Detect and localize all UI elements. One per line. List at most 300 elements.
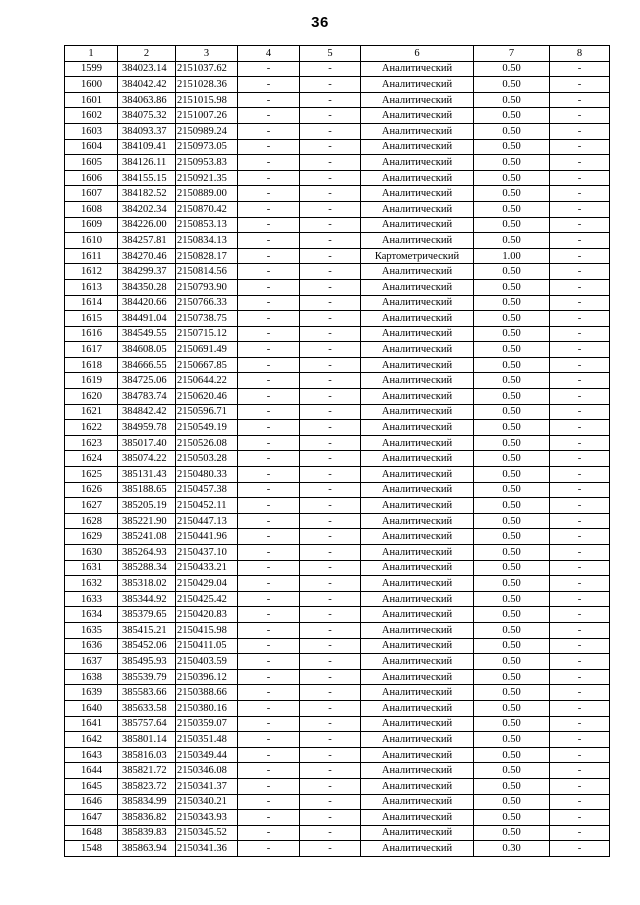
col5-cell: - [300, 217, 361, 233]
col5-cell: - [300, 139, 361, 155]
table-row [65, 77, 610, 93]
col8-cell: - [550, 201, 610, 217]
accuracy-cell: 0.50 [474, 576, 550, 592]
x-coordinate-cell: 385131.43 [118, 467, 176, 483]
accuracy-cell: 0.50 [474, 825, 550, 841]
method-cell: Аналитический [361, 155, 474, 171]
accuracy-cell: 0.50 [474, 326, 550, 342]
table-row [65, 326, 610, 342]
col8-cell: - [550, 591, 610, 607]
col8-cell: - [550, 841, 610, 857]
method-cell: Аналитический [361, 498, 474, 514]
accuracy-cell: 0.50 [474, 545, 550, 561]
y-coordinate-cell: 2150340.21 [176, 794, 238, 810]
point-number-cell: 1624 [65, 451, 118, 467]
col8-cell: - [550, 576, 610, 592]
table-row [65, 186, 610, 202]
y-coordinate-cell: 2150345.52 [176, 825, 238, 841]
point-number-cell: 1626 [65, 482, 118, 498]
y-coordinate-cell: 2150828.17 [176, 248, 238, 264]
table-row [65, 685, 610, 701]
accuracy-cell: 0.50 [474, 778, 550, 794]
col8-cell: - [550, 404, 610, 420]
accuracy-cell: 0.50 [474, 716, 550, 732]
col5-cell: - [300, 513, 361, 529]
y-coordinate-cell: 2151028.36 [176, 77, 238, 93]
table-row [65, 669, 610, 685]
method-cell: Аналитический [361, 61, 474, 77]
col5-cell: - [300, 607, 361, 623]
method-cell: Аналитический [361, 170, 474, 186]
y-coordinate-cell: 2150644.22 [176, 373, 238, 389]
col5-cell: - [300, 654, 361, 670]
col4-cell: - [238, 732, 300, 748]
col4-cell: - [238, 810, 300, 826]
col4-cell: - [238, 576, 300, 592]
col4-cell: - [238, 763, 300, 779]
col4-cell: - [238, 264, 300, 280]
table-row [65, 794, 610, 810]
col8-cell: - [550, 607, 610, 623]
x-coordinate-cell: 384783.74 [118, 389, 176, 405]
x-coordinate-cell: 385221.90 [118, 513, 176, 529]
col5-cell: - [300, 638, 361, 654]
col8-cell: - [550, 451, 610, 467]
point-number-cell: 1622 [65, 420, 118, 436]
method-cell: Аналитический [361, 669, 474, 685]
col4-cell: - [238, 373, 300, 389]
table-body [65, 61, 610, 856]
method-cell: Аналитический [361, 825, 474, 841]
point-number-cell: 1617 [65, 342, 118, 358]
table-row [65, 279, 610, 295]
col5-cell: - [300, 233, 361, 249]
table-row [65, 373, 610, 389]
point-number-cell: 1621 [65, 404, 118, 420]
y-coordinate-cell: 2151037.62 [176, 61, 238, 77]
method-cell: Аналитический [361, 576, 474, 592]
column-header: 5 [300, 46, 361, 62]
accuracy-cell: 0.50 [474, 467, 550, 483]
table-row [65, 170, 610, 186]
column-header: 8 [550, 46, 610, 62]
table-row [65, 498, 610, 514]
col5-cell: - [300, 170, 361, 186]
accuracy-cell: 0.50 [474, 186, 550, 202]
x-coordinate-cell: 385452.06 [118, 638, 176, 654]
point-number-cell: 1638 [65, 669, 118, 685]
col8-cell: - [550, 170, 610, 186]
y-coordinate-cell: 2150691.49 [176, 342, 238, 358]
col8-cell: - [550, 747, 610, 763]
method-cell: Аналитический [361, 685, 474, 701]
y-coordinate-cell: 2150437.10 [176, 545, 238, 561]
col8-cell: - [550, 155, 610, 171]
col5-cell: - [300, 155, 361, 171]
table-row [65, 467, 610, 483]
table-row [65, 311, 610, 327]
table-row [65, 123, 610, 139]
y-coordinate-cell: 2150420.83 [176, 607, 238, 623]
table-row [65, 389, 610, 405]
col4-cell: - [238, 482, 300, 498]
x-coordinate-cell: 384126.11 [118, 155, 176, 171]
col4-cell: - [238, 825, 300, 841]
column-header: 2 [118, 46, 176, 62]
col5-cell: - [300, 123, 361, 139]
point-number-cell: 1630 [65, 545, 118, 561]
accuracy-cell: 0.50 [474, 669, 550, 685]
table-row [65, 435, 610, 451]
x-coordinate-cell: 384075.32 [118, 108, 176, 124]
accuracy-cell: 0.50 [474, 451, 550, 467]
table-row [65, 732, 610, 748]
table-row [65, 716, 610, 732]
x-coordinate-cell: 384023.14 [118, 61, 176, 77]
y-coordinate-cell: 2150766.33 [176, 295, 238, 311]
method-cell: Аналитический [361, 622, 474, 638]
col8-cell: - [550, 233, 610, 249]
y-coordinate-cell: 2150452.11 [176, 498, 238, 514]
col8-cell: - [550, 326, 610, 342]
x-coordinate-cell: 384549.55 [118, 326, 176, 342]
x-coordinate-cell: 384270.46 [118, 248, 176, 264]
y-coordinate-cell: 2150351.48 [176, 732, 238, 748]
col5-cell: - [300, 326, 361, 342]
x-coordinate-cell: 384842.42 [118, 404, 176, 420]
point-number-cell: 1604 [65, 139, 118, 155]
table-row [65, 357, 610, 373]
point-number-cell: 1625 [65, 467, 118, 483]
point-number-cell: 1613 [65, 279, 118, 295]
point-number-cell: 1632 [65, 576, 118, 592]
col5-cell: - [300, 186, 361, 202]
col4-cell: - [238, 841, 300, 857]
point-number-cell: 1628 [65, 513, 118, 529]
x-coordinate-cell: 385288.34 [118, 560, 176, 576]
table-row [65, 61, 610, 77]
point-number-cell: 1641 [65, 716, 118, 732]
col4-cell: - [238, 139, 300, 155]
method-cell: Аналитический [361, 279, 474, 295]
x-coordinate-cell: 385264.93 [118, 545, 176, 561]
column-header: 4 [238, 46, 300, 62]
table-row [65, 810, 610, 826]
col5-cell: - [300, 295, 361, 311]
col5-cell: - [300, 560, 361, 576]
accuracy-cell: 0.50 [474, 794, 550, 810]
col5-cell: - [300, 591, 361, 607]
col5-cell: - [300, 669, 361, 685]
col4-cell: - [238, 638, 300, 654]
accuracy-cell: 0.50 [474, 342, 550, 358]
point-number-cell: 1635 [65, 622, 118, 638]
point-number-cell: 1615 [65, 311, 118, 327]
method-cell: Аналитический [361, 716, 474, 732]
x-coordinate-cell: 385415.21 [118, 622, 176, 638]
x-coordinate-cell: 384093.37 [118, 123, 176, 139]
col4-cell: - [238, 529, 300, 545]
col8-cell: - [550, 77, 610, 93]
y-coordinate-cell: 2150346.08 [176, 763, 238, 779]
accuracy-cell: 0.50 [474, 513, 550, 529]
y-coordinate-cell: 2150441.96 [176, 529, 238, 545]
col4-cell: - [238, 420, 300, 436]
method-cell: Аналитический [361, 513, 474, 529]
col5-cell: - [300, 810, 361, 826]
point-number-cell: 1614 [65, 295, 118, 311]
col4-cell: - [238, 654, 300, 670]
method-cell: Аналитический [361, 778, 474, 794]
table-row [65, 201, 610, 217]
method-cell: Аналитический [361, 186, 474, 202]
col5-cell: - [300, 248, 361, 264]
point-number-cell: 1599 [65, 61, 118, 77]
method-cell: Аналитический [361, 311, 474, 327]
col4-cell: - [238, 295, 300, 311]
y-coordinate-cell: 2150620.46 [176, 389, 238, 405]
col4-cell: - [238, 513, 300, 529]
col4-cell: - [238, 123, 300, 139]
point-number-cell: 1640 [65, 700, 118, 716]
y-coordinate-cell: 2150359.07 [176, 716, 238, 732]
point-number-cell: 1601 [65, 92, 118, 108]
point-number-cell: 1605 [65, 155, 118, 171]
table-row [65, 529, 610, 545]
col8-cell: - [550, 311, 610, 327]
table-row [65, 233, 610, 249]
col5-cell: - [300, 498, 361, 514]
method-cell: Аналитический [361, 108, 474, 124]
y-coordinate-cell: 2151015.98 [176, 92, 238, 108]
col4-cell: - [238, 92, 300, 108]
col4-cell: - [238, 545, 300, 561]
y-coordinate-cell: 2150715.12 [176, 326, 238, 342]
col4-cell: - [238, 311, 300, 327]
table-row [65, 607, 610, 623]
col8-cell: - [550, 545, 610, 561]
method-cell: Аналитический [361, 357, 474, 373]
col8-cell: - [550, 264, 610, 280]
y-coordinate-cell: 2150889.00 [176, 186, 238, 202]
table-row [65, 482, 610, 498]
point-number-cell: 1639 [65, 685, 118, 701]
y-coordinate-cell: 2150403.59 [176, 654, 238, 670]
col4-cell: - [238, 389, 300, 405]
col4-cell: - [238, 591, 300, 607]
method-cell: Аналитический [361, 264, 474, 280]
method-cell: Аналитический [361, 482, 474, 498]
col4-cell: - [238, 778, 300, 794]
method-cell: Аналитический [361, 201, 474, 217]
table-row [65, 108, 610, 124]
accuracy-cell: 1.00 [474, 248, 550, 264]
x-coordinate-cell: 385241.08 [118, 529, 176, 545]
col8-cell: - [550, 700, 610, 716]
col5-cell: - [300, 778, 361, 794]
accuracy-cell: 0.50 [474, 373, 550, 389]
y-coordinate-cell: 2150738.75 [176, 311, 238, 327]
accuracy-cell: 0.50 [474, 810, 550, 826]
point-number-cell: 1642 [65, 732, 118, 748]
method-cell: Аналитический [361, 638, 474, 654]
col4-cell: - [238, 108, 300, 124]
point-number-cell: 1602 [65, 108, 118, 124]
y-coordinate-cell: 2150341.37 [176, 778, 238, 794]
y-coordinate-cell: 2150526.08 [176, 435, 238, 451]
table-row [65, 513, 610, 529]
y-coordinate-cell: 2150396.12 [176, 669, 238, 685]
y-coordinate-cell: 2150425.42 [176, 591, 238, 607]
col5-cell: - [300, 763, 361, 779]
y-coordinate-cell: 2150433.21 [176, 560, 238, 576]
table-row [65, 778, 610, 794]
x-coordinate-cell: 385834.99 [118, 794, 176, 810]
y-coordinate-cell: 2150415.98 [176, 622, 238, 638]
y-coordinate-cell: 2150343.93 [176, 810, 238, 826]
x-coordinate-cell: 384042.42 [118, 77, 176, 93]
accuracy-cell: 0.50 [474, 61, 550, 77]
col5-cell: - [300, 685, 361, 701]
y-coordinate-cell: 2150341.36 [176, 841, 238, 857]
method-cell: Аналитический [361, 373, 474, 389]
accuracy-cell: 0.50 [474, 732, 550, 748]
x-coordinate-cell: 384420.66 [118, 295, 176, 311]
table-row [65, 451, 610, 467]
y-coordinate-cell: 2150411.05 [176, 638, 238, 654]
col4-cell: - [238, 233, 300, 249]
col4-cell: - [238, 248, 300, 264]
x-coordinate-cell: 384063.86 [118, 92, 176, 108]
col4-cell: - [238, 357, 300, 373]
method-cell: Аналитический [361, 529, 474, 545]
col4-cell: - [238, 700, 300, 716]
col4-cell: - [238, 404, 300, 420]
x-coordinate-cell: 385344.92 [118, 591, 176, 607]
accuracy-cell: 0.50 [474, 77, 550, 93]
method-cell: Аналитический [361, 607, 474, 623]
method-cell: Аналитический [361, 747, 474, 763]
point-number-cell: 1620 [65, 389, 118, 405]
accuracy-cell: 0.50 [474, 404, 550, 420]
col5-cell: - [300, 92, 361, 108]
method-cell: Аналитический [361, 545, 474, 561]
col8-cell: - [550, 357, 610, 373]
y-coordinate-cell: 2150457.38 [176, 482, 238, 498]
accuracy-cell: 0.50 [474, 170, 550, 186]
method-cell: Аналитический [361, 326, 474, 342]
accuracy-cell: 0.50 [474, 420, 550, 436]
col5-cell: - [300, 467, 361, 483]
col8-cell: - [550, 139, 610, 155]
col4-cell: - [238, 794, 300, 810]
col5-cell: - [300, 482, 361, 498]
x-coordinate-cell: 384202.34 [118, 201, 176, 217]
y-coordinate-cell: 2150814.56 [176, 264, 238, 280]
point-number-cell: 1634 [65, 607, 118, 623]
x-coordinate-cell: 384182.52 [118, 186, 176, 202]
accuracy-cell: 0.50 [474, 700, 550, 716]
method-cell: Аналитический [361, 123, 474, 139]
col5-cell: - [300, 279, 361, 295]
method-cell: Аналитический [361, 732, 474, 748]
col5-cell: - [300, 435, 361, 451]
method-cell: Аналитический [361, 420, 474, 436]
table-row [65, 763, 610, 779]
col5-cell: - [300, 732, 361, 748]
y-coordinate-cell: 2150380.16 [176, 700, 238, 716]
table-row [65, 841, 610, 857]
accuracy-cell: 0.50 [474, 233, 550, 249]
col4-cell: - [238, 716, 300, 732]
point-number-cell: 1606 [65, 170, 118, 186]
col5-cell: - [300, 357, 361, 373]
column-header: 1 [65, 46, 118, 62]
table-row [65, 747, 610, 763]
table-row [65, 591, 610, 607]
col8-cell: - [550, 654, 610, 670]
x-coordinate-cell: 384350.28 [118, 279, 176, 295]
col4-cell: - [238, 217, 300, 233]
col5-cell: - [300, 61, 361, 77]
table-row [65, 264, 610, 280]
col5-cell: - [300, 389, 361, 405]
col8-cell: - [550, 389, 610, 405]
table-row [65, 295, 610, 311]
col4-cell: - [238, 560, 300, 576]
table-row [65, 92, 610, 108]
x-coordinate-cell: 385633.58 [118, 700, 176, 716]
table-row [65, 638, 610, 654]
x-coordinate-cell: 385863.94 [118, 841, 176, 857]
point-number-cell: 1548 [65, 841, 118, 857]
method-cell: Аналитический [361, 700, 474, 716]
col5-cell: - [300, 404, 361, 420]
col8-cell: - [550, 529, 610, 545]
col5-cell: - [300, 451, 361, 467]
col5-cell: - [300, 576, 361, 592]
col8-cell: - [550, 794, 610, 810]
col8-cell: - [550, 420, 610, 436]
col4-cell: - [238, 622, 300, 638]
col8-cell: - [550, 763, 610, 779]
col4-cell: - [238, 435, 300, 451]
column-header: 7 [474, 46, 550, 62]
col4-cell: - [238, 451, 300, 467]
column-header: 3 [176, 46, 238, 62]
x-coordinate-cell: 385757.64 [118, 716, 176, 732]
point-number-cell: 1619 [65, 373, 118, 389]
point-number-cell: 1610 [65, 233, 118, 249]
table-row [65, 560, 610, 576]
col5-cell: - [300, 529, 361, 545]
col5-cell: - [300, 373, 361, 389]
col4-cell: - [238, 170, 300, 186]
method-cell: Аналитический [361, 295, 474, 311]
accuracy-cell: 0.50 [474, 498, 550, 514]
accuracy-cell: 0.50 [474, 622, 550, 638]
method-cell: Аналитический [361, 217, 474, 233]
point-number-cell: 1612 [65, 264, 118, 280]
page-number: 36 [311, 14, 329, 31]
col8-cell: - [550, 92, 610, 108]
point-number-cell: 1600 [65, 77, 118, 93]
col5-cell: - [300, 77, 361, 93]
x-coordinate-cell: 385823.72 [118, 778, 176, 794]
method-cell: Аналитический [361, 92, 474, 108]
table-row [65, 622, 610, 638]
col8-cell: - [550, 217, 610, 233]
